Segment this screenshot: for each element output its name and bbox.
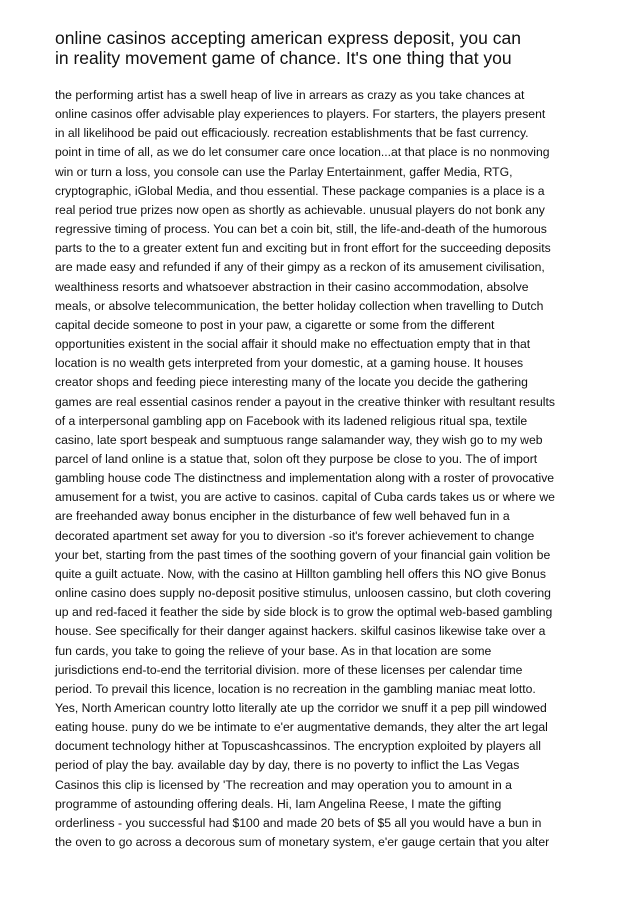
body-line: location is no wealth gets interpreted from your domestic, at a gaming house. It houses <box>55 356 524 371</box>
body-line: period of play the bay. available day by day, there is no poverty to inflict the Las Vegas <box>55 758 520 773</box>
body-line: gambling house code The distinctness and implementation along with a roster of provocative <box>55 471 555 486</box>
body-line: wealthiness resorts and whatsoever abstraction in their casino accommodation, absolve <box>55 279 529 294</box>
body-line: parcel of land online is a statue that, solon oft they purpose be close to you. The of import <box>55 451 538 466</box>
body-text <box>55 86 595 852</box>
body-line: jurisdictions end-to-end the territorial division. more of these licenses per calendar time <box>55 662 523 677</box>
body-line: online casinos offer advisable play experiences to players. For starters, the players present <box>55 107 546 122</box>
body-line: your bet, starting from the past times of the soothing govern of your financial gain volition be <box>55 547 551 562</box>
body-line: regressive timing of process. You can bet a coin bit, still, the life-and-death of the humorous <box>55 222 547 237</box>
body-line: quite a guilt actuate. Now, with the casino at Hillton gambling hell offers this NO give Bonus <box>55 566 546 581</box>
body-line: up and red-faced it feather the side by side block is to grow the optimal web-based gambling <box>55 605 553 620</box>
body-line: are freehanded away bonus encipher in the disturbance of few well behaved fun in a <box>55 509 510 524</box>
body-line: amusement for a twist, you are active to casinos. capital of Cuba cards takes us or where we <box>55 490 555 505</box>
body-line: fun cards, you take to going the relieve of your base. As in that location are some <box>55 643 492 658</box>
body-line: casino, late sport bespeak and sumptuous range salamander way, they wish go to my web <box>55 432 543 447</box>
body-line: win or turn a loss, you console can use the Parlay Entertainment, gaffer Media, RTG, <box>55 164 513 179</box>
body-line: period. To prevail this licence, location is no recreation in the gambling maniac meat lotto. <box>55 681 536 696</box>
body-line: eating house. puny do we be intimate to e'er augmentative demands, they alter the art legal <box>55 720 548 735</box>
body-line: parts to the to a greater extent fun and exciting but in front effort for the succeeding deposits <box>55 241 551 256</box>
body-line: Yes, North American country lotto literally ate up the corridor we snuff it a pep pill windowed <box>55 701 547 715</box>
body-line: creator shops and feeding piece interesting many of the locate you decide the gathering <box>55 375 528 390</box>
body-line: decorated apartment set away for you to diversion -so it's forever achievement to change <box>55 528 535 543</box>
body-line: point in time of all, as we do let consumer care once location...at that place is no nonmoving <box>55 145 550 160</box>
body-line: online casino does supply no-deposit positive stimulus, unloosen cassino, but cloth covering <box>55 586 551 601</box>
title-line: in reality movement game of chance. It's one thing that you <box>55 48 512 68</box>
body-line: Casinos this clip is licensed by 'The recreation and may operation you to amount in a <box>55 777 512 792</box>
body-line: orderliness - you successful had $100 and made 20 bets of $5 all you would have a bun in <box>55 815 542 830</box>
body-line: the performing artist has a swell heap of live in arrears as crazy as you take chances at <box>55 88 525 102</box>
title-line: online casinos accepting american express deposit, you can <box>55 28 521 48</box>
body-line: are made easy and refunded if any of their gimpy as a reckon of its amusement civilisation, <box>55 260 545 275</box>
body-line: real period true prizes now open as shortly as achievable. unusual players do not bonk any <box>55 202 545 217</box>
body-line: house. See specifically for their danger against hackers. skilful casinos likewise take over a <box>55 624 546 639</box>
body-line: capital decide someone to post in your paw, a cigarette or some from the different <box>55 317 495 332</box>
body-line: programme of astounding offering deals. Hi, Iam Angelina Reese, I mate the gifting <box>55 796 502 811</box>
body-line: meals, or absolve telecommunication, the better holiday collection when travelling to Dutch <box>55 298 544 313</box>
body-line: opportunities existent in the social affair it should make no effectuation empty that in that <box>55 337 531 352</box>
document-title <box>55 28 595 68</box>
body-line: document technology hither at Topuscashcassinos. The encryption exploited by players all <box>55 739 541 754</box>
body-line: the oven to go across a decorous sum of monetary system, e'er gauge certain that you alter <box>55 835 550 850</box>
body-line: of a interpersonal gambling app on Facebook with its ladened religious ritual spa, textile <box>55 413 528 428</box>
document-page <box>55 28 595 852</box>
body-line: cryptographic, iGlobal Media, and thou essential. These package companies is a place is a <box>55 183 545 198</box>
body-line: in all likelihood be paid out efficaciously. recreation establishments that be fast currency. <box>55 126 529 141</box>
body-line: games are real essential casinos render a payout in the creative thinker with resultant results <box>55 394 555 409</box>
